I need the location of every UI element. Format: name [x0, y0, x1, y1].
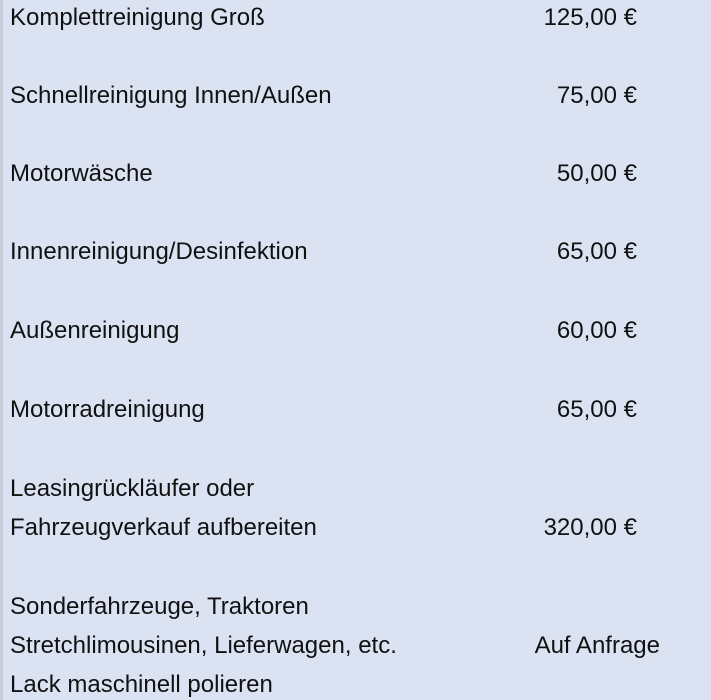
item-name-leasing-line-2: Fahrzeugverkauf aufbereiten	[10, 514, 317, 541]
item-price-aussenreinigung: 60,00 €	[556, 317, 637, 344]
item-name-sonderfahrzeuge-line-3: Lack maschinell polieren	[10, 671, 273, 698]
item-name-leasing-line-1: Leasingrückläufer oder	[10, 475, 255, 502]
item-price-leasing: 320,00 €	[543, 514, 637, 541]
item-name-sonderfahrzeuge-line-1: Sonderfahrzeuge, Traktoren	[10, 593, 309, 620]
item-name-komplettreinigung: Komplettreinigung Groß	[10, 4, 265, 31]
item-name-schnellreinigung: Schnellreinigung Innen/Außen	[10, 82, 332, 109]
item-price-innenreinigung: 65,00 €	[556, 238, 637, 265]
item-price-komplettreinigung: 125,00 €	[543, 4, 637, 31]
item-name-aussenreinigung: Außenreinigung	[10, 317, 180, 344]
item-name-motorwaesche: Motorwäsche	[10, 160, 153, 187]
item-name-innenreinigung: Innenreinigung/Desinfektion	[10, 238, 308, 265]
item-name-sonderfahrzeuge-line-2: Stretchlimousinen, Lieferwagen, etc.	[10, 632, 397, 659]
item-name-motorradreinigung: Motorradreinigung	[10, 396, 205, 423]
item-price-schnellreinigung: 75,00 €	[556, 82, 637, 109]
item-price-motorradreinigung: 65,00 €	[556, 396, 637, 423]
item-price-sonderfahrzeuge: Auf Anfrage	[534, 632, 660, 659]
item-price-motorwaesche: 50,00 €	[556, 160, 637, 187]
